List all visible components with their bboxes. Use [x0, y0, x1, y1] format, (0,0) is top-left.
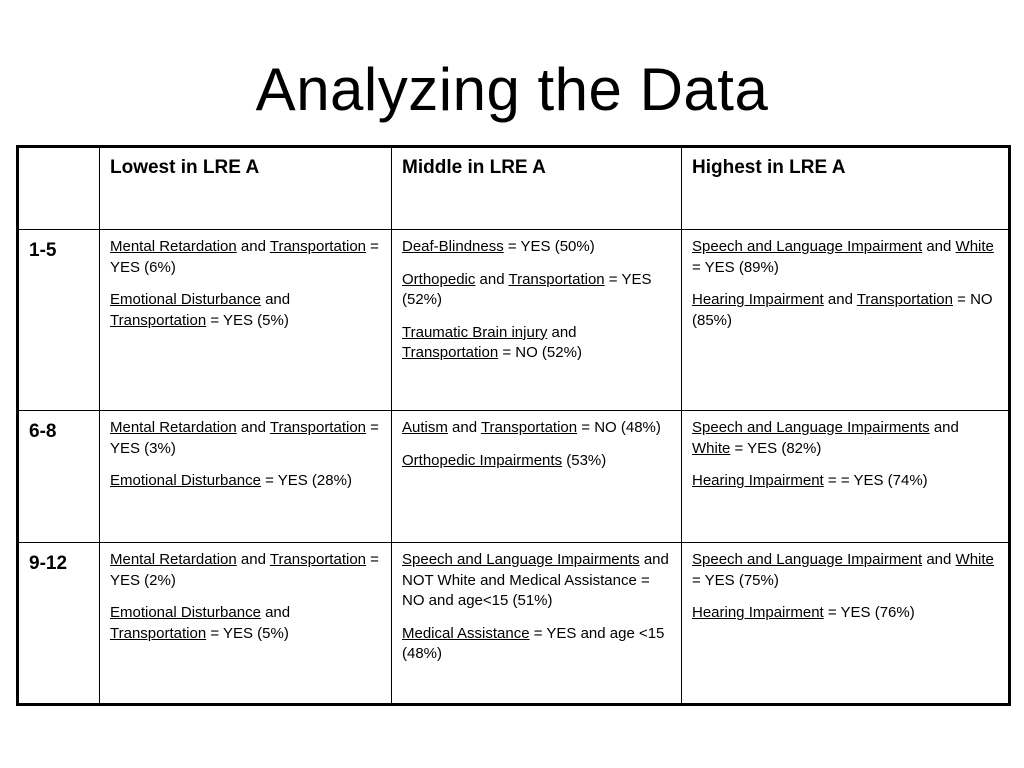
- underlined-term: Transportation: [269, 551, 367, 568]
- underlined-term: Emotional Disturbance: [110, 604, 261, 621]
- entry-text: and: [260, 291, 291, 308]
- entry-text: = YES and age <15 (48%): [402, 624, 665, 662]
- table-row: [18, 543, 1010, 705]
- underlined-term: Orthopedic Impairments: [402, 451, 563, 469]
- cell-entry: [402, 237, 671, 258]
- underlined-term: Speech and Language Impairments: [402, 551, 640, 568]
- cell-entry: [402, 451, 671, 472]
- underlined-term: Transportation: [856, 291, 953, 308]
- entry-text: = YES (2%): [110, 551, 379, 589]
- cell-entry: [110, 550, 381, 591]
- entry-text: = YES (5%): [206, 311, 289, 329]
- cell-entry: [110, 603, 381, 644]
- underlined-term: Speech and Language Impairments: [692, 419, 930, 436]
- entry-text: = = YES (74%): [823, 472, 928, 489]
- underlined-term: Emotional Disturbance: [110, 291, 261, 308]
- cell-entry: [110, 290, 381, 331]
- entry-text: and: [236, 551, 270, 568]
- analysis-table: [16, 145, 1011, 706]
- entry-text: = YES (89%): [692, 258, 779, 276]
- table-cell: [392, 411, 682, 543]
- underlined-term: Traumatic Brain injury: [402, 323, 548, 341]
- cell-entry: [692, 237, 998, 278]
- entry-text: = YES (82%): [730, 439, 822, 457]
- underlined-term: Transportation: [269, 419, 367, 436]
- cell-entry: [110, 237, 381, 278]
- cell-entry: [402, 550, 671, 612]
- cell-entry: [692, 418, 998, 459]
- table-row: [18, 230, 1010, 411]
- entry-text: = YES (50%): [503, 238, 595, 255]
- entry-text: = YES (52%): [402, 270, 652, 308]
- entry-text: and: [236, 238, 270, 255]
- underlined-term: White: [955, 238, 994, 255]
- entry-text: and: [447, 419, 481, 436]
- underlined-term: Speech and Language Impairment: [692, 238, 923, 255]
- table-header-row: [18, 147, 1010, 230]
- entry-text: = YES (3%): [110, 419, 379, 457]
- underlined-term: Mental Retardation: [110, 238, 237, 255]
- cell-entry: [402, 270, 671, 311]
- entry-text: = YES (6%): [110, 238, 379, 276]
- table-cell: [682, 230, 1010, 411]
- entry-text: = NO (85%): [692, 291, 993, 329]
- entry-text: = YES (5%): [206, 624, 289, 642]
- table-cell: [682, 411, 1010, 543]
- header-cell-lowest: Lowest in LRE A: [100, 147, 392, 230]
- underlined-term: Hearing Impairment: [692, 291, 824, 308]
- underlined-term: Transportation: [269, 238, 367, 255]
- underlined-term: Mental Retardation: [110, 551, 237, 568]
- cell-entry: [692, 471, 998, 492]
- underlined-term: Transportation: [480, 419, 578, 436]
- underlined-term: Transportation: [508, 270, 605, 288]
- underlined-term: Transportation: [402, 344, 499, 361]
- underlined-term: White: [955, 551, 994, 568]
- entry-text: and: [236, 419, 270, 436]
- entry-text: and: [922, 551, 956, 568]
- header-cell-middle: Middle in LRE A: [392, 147, 682, 230]
- underlined-term: Deaf-Blindness: [402, 238, 504, 255]
- table-cell: [682, 543, 1010, 705]
- underlined-term: Orthopedic: [402, 270, 476, 288]
- entry-text: and: [922, 238, 956, 255]
- cell-entry: [110, 471, 381, 492]
- table-cell: [100, 411, 392, 543]
- underlined-term: Autism: [402, 419, 448, 436]
- underlined-term: Transportation: [110, 311, 207, 329]
- row-label: 1-5: [18, 230, 100, 411]
- underlined-term: Speech and Language Impairment: [692, 551, 923, 568]
- row-label: 6-8: [18, 411, 100, 543]
- underlined-term: White: [692, 439, 731, 457]
- cell-entry: [692, 290, 998, 331]
- entry-text: = NO (52%): [498, 344, 582, 361]
- entry-text: = YES (76%): [823, 604, 915, 621]
- row-label: 9-12: [18, 543, 100, 705]
- cell-entry: [692, 603, 998, 624]
- table-row: [18, 411, 1010, 543]
- entry-text: and: [260, 604, 291, 621]
- table-cell: [100, 230, 392, 411]
- underlined-term: Emotional Disturbance: [110, 472, 261, 489]
- entry-text: = YES (28%): [260, 472, 352, 489]
- underlined-term: Hearing Impairment: [692, 604, 824, 621]
- entry-text: = NO (48%): [577, 419, 661, 436]
- cell-entry: [110, 418, 381, 459]
- cell-entry: [402, 418, 671, 439]
- table-cell: [392, 230, 682, 411]
- entry-text: and: [547, 323, 577, 341]
- underlined-term: Medical Assistance: [402, 624, 530, 642]
- entry-text: = YES (75%): [692, 571, 779, 589]
- entry-text: and: [823, 291, 857, 308]
- header-cell-corner: [18, 147, 100, 230]
- cell-entry: [402, 323, 671, 364]
- cell-entry: [692, 550, 998, 591]
- underlined-term: Hearing Impairment: [692, 472, 824, 489]
- entry-text: (53%): [562, 451, 607, 469]
- table-cell: [392, 543, 682, 705]
- entry-text: and: [475, 270, 509, 288]
- slide-title: Analyzing the Data: [255, 56, 769, 123]
- header-cell-highest: Highest in LRE A: [682, 147, 1010, 230]
- entry-text: and: [929, 419, 959, 436]
- cell-entry: [402, 624, 671, 665]
- entry-text: and NOT White and Medical Assistance = NO and age<15 (51%): [402, 551, 669, 609]
- underlined-term: Mental Retardation: [110, 419, 237, 436]
- underlined-term: Transportation: [110, 624, 207, 642]
- table-cell: [100, 543, 392, 705]
